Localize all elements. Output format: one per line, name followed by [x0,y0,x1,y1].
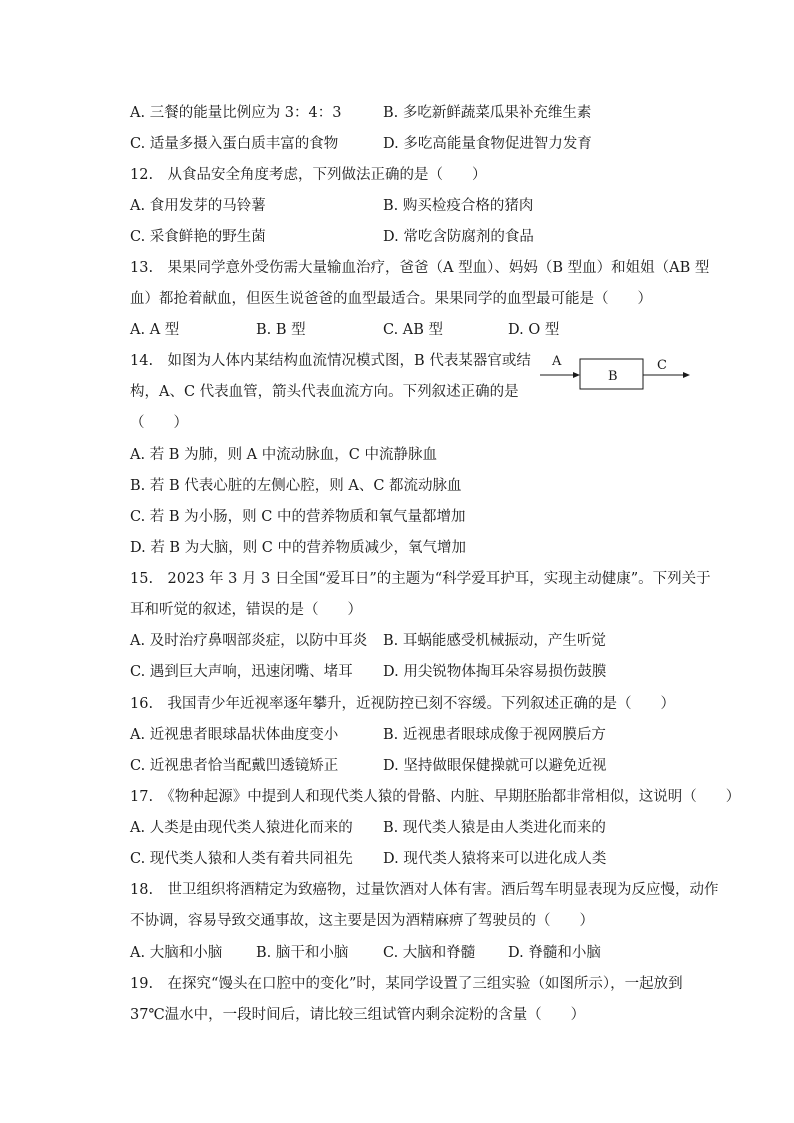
q12-option-a: A. 食用发芽的马铃薯 [130,198,266,214]
q16-option-a: A. 近视患者眼球晶状体曲度变小 [130,727,339,743]
q13-stem-line2: 血）都抢着献血，但医生说爸爸的血型最适合。果果同学的血型最可能是（ ） [130,291,652,307]
label-a: A [552,354,562,369]
q14-option-d: D. 若 B 为大脑，则 C 中的营养物质减少，氧气增加 [130,540,467,556]
arrow-c-head [683,372,690,378]
q16-stem: 16. 我国青少年近视率逐年攀升，近视防控已刻不容缓。下列叙述正确的是（ ） [130,696,676,712]
q11-option-c: C. 适量多摄入蛋白质丰富的食物 [130,136,339,152]
q15-stem-line1: 15. 2023 年 3 月 3 日全国“爱耳日”的主题为“科学爱耳护耳，实现主动健康”。下列关于 [130,571,711,587]
q13-option-c: C. AB 型 [383,322,444,338]
q14-stem-line1: 14. 如图为人体内某结构血流情况模式图，B 代表某器官或结 [130,353,531,369]
q15-option-d: D. 用尖锐物体掏耳朵容易损伤鼓膜 [383,664,607,680]
q13-option-b: B. B 型 [256,322,306,338]
label-b: B [608,369,618,384]
q12-option-d: D. 常吃含防腐剂的食品 [383,229,534,245]
q12-stem: 12. 从食品安全角度考虑，下列做法正确的是（ ） [130,167,487,183]
q18-stem-line2: 不协调，容易导致交通事故，这主要是因为酒精麻痹了驾驶员的（ ） [130,913,594,929]
q14-stem-line2: 构，A、C 代表血管，箭头代表血流方向。下列叙述正确的是 [130,384,519,400]
q17-option-c: C. 现代类人猿和人类有着共同祖先 [130,851,353,867]
q18-option-c: C. 大脑和脊髓 [383,945,476,961]
q16-option-b: B. 近视患者眼球成像于视网膜后方 [383,727,606,743]
q14-option-c: C. 若 B 为小肠，则 C 中的营养物质和氧气量都增加 [130,509,466,525]
q17-option-a: A. 人类是由现代类人猿进化而来的 [130,820,353,836]
q15-stem-line2: 耳和听觉的叙述，错误的是（ ） [130,602,362,618]
q18-option-b: B. 脑干和小脑 [256,945,349,961]
q15-option-c: C. 遇到巨大声响，迅速闭嘴、堵耳 [130,664,353,680]
q18-stem-line1: 18. 世卫组织将酒精定为致癌物，过量饮酒对人体有害。酒后驾车明显表现为反应慢，动作 [130,882,719,898]
q19-stem-line1: 19. 在探究“馒头在口腔中的变化”时，某同学设置了三组实验（如图所示），一起放到 [130,976,683,992]
q14-stem-line3: （ ） [130,415,188,431]
q13-stem-line1: 13. 果果同学意外受伤需大量输血治疗，爸爸（A 型血）、妈妈（B 型血）和姐姐（AB 型 [130,260,710,276]
q12-option-b: B. 购买检疫合格的猪肉 [383,198,534,214]
arrow-a-head [573,372,580,378]
q12-option-c: C. 采食鲜艳的野生菌 [130,229,266,245]
q11-option-d: D. 多吃高能量食物促进智力发育 [383,136,592,152]
label-c: C [657,358,667,373]
q13-option-a: A. A 型 [130,322,180,338]
q17-option-d: D. 现代类人猿将来可以进化成人类 [383,851,607,867]
q16-option-c: C. 近视患者恰当配戴凹透镜矫正 [130,758,339,774]
q17-option-b: B. 现代类人猿是由人类进化而来的 [383,820,606,836]
q18-option-d: D. 脊髓和小脑 [508,945,601,961]
q14-option-a: A. 若 B 为肺，则 A 中流动脉血，C 中流静脉血 [130,447,437,463]
q17-stem: 17. 《物种起源》中提到人和现代类人猿的骨骼、内脏、早期胚胎都非常相似，这说明（ ） [130,789,741,805]
q18-option-a: A. 大脑和小脑 [130,945,223,961]
q16-option-d: D. 坚持做眼保健操就可以避免近视 [383,758,607,774]
q15-option-b: B. 耳蜗能感受机械振动，产生听觉 [383,633,606,649]
q19-stem-line2: 37℃温水中，一段时间后，请比较三组试管内剩余淀粉的含量（ ） [130,1007,586,1023]
q11-option-a: A. 三餐的能量比例应为 3：4：3 [130,105,342,121]
q13-option-d: D. O 型 [508,322,560,338]
q15-option-a: A. 及时治疗鼻咽部炎症，以防中耳炎 [130,633,368,649]
blood-flow-diagram [540,352,700,396]
q14-option-b: B. 若 B 代表心脏的左侧心腔，则 A、C 都流动脉血 [130,478,462,494]
q11-option-b: B. 多吃新鲜蔬菜瓜果补充维生素 [383,105,592,121]
